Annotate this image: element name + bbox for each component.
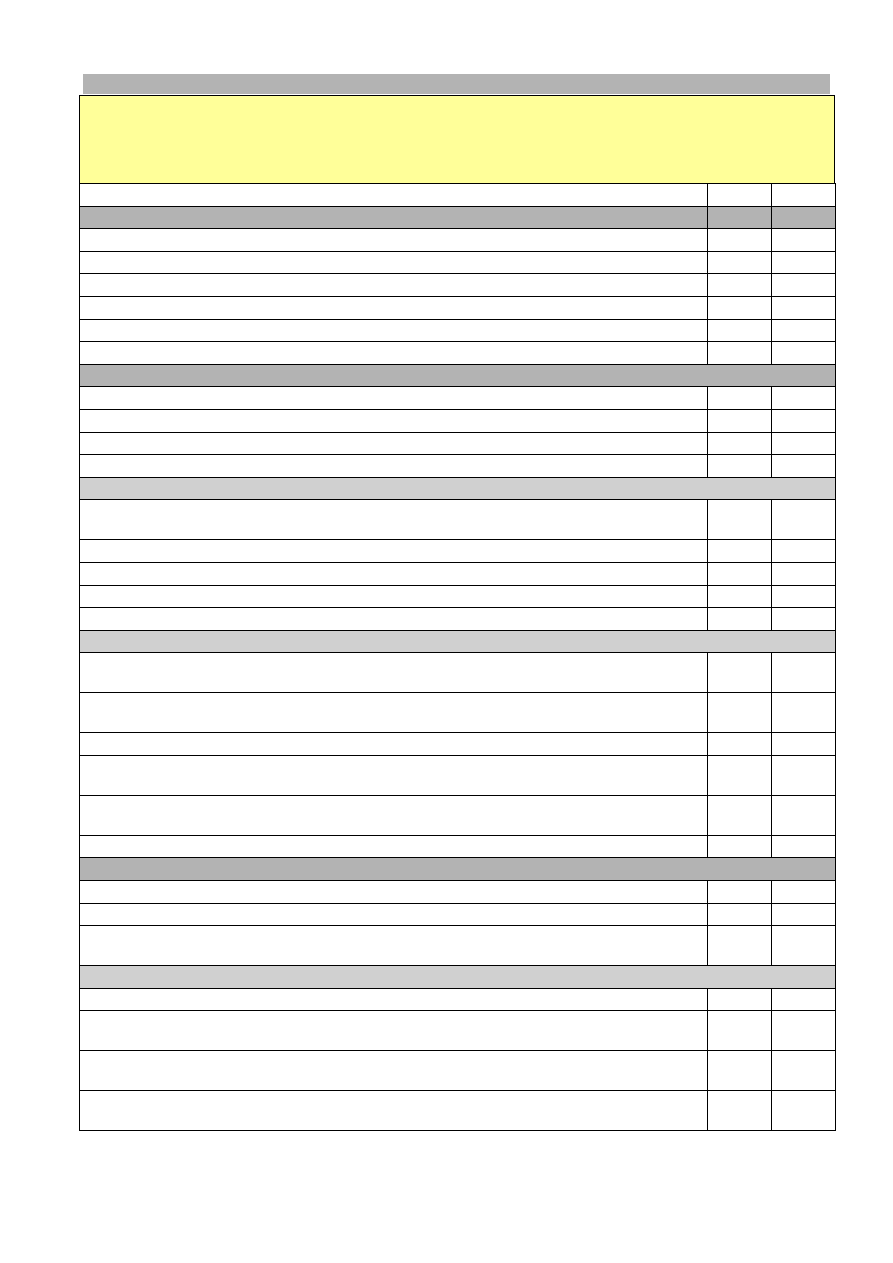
section-title-cell bbox=[80, 630, 836, 653]
answer-cell-2[interactable] bbox=[772, 653, 836, 693]
table-row bbox=[80, 903, 836, 926]
answer-cell-1[interactable] bbox=[708, 795, 772, 835]
question-cell bbox=[80, 184, 708, 207]
answer-cell-2[interactable] bbox=[772, 926, 836, 966]
answer-cell-2[interactable] bbox=[772, 1091, 836, 1131]
table-row bbox=[80, 1091, 836, 1131]
table-row bbox=[80, 988, 836, 1011]
answer-cell-1[interactable] bbox=[708, 608, 772, 631]
answer-cell-1[interactable] bbox=[708, 693, 772, 733]
answer-cell-2[interactable] bbox=[772, 755, 836, 795]
answer-cell-1[interactable] bbox=[708, 988, 772, 1011]
table-row bbox=[80, 755, 836, 795]
answer-cell-2[interactable] bbox=[772, 229, 836, 252]
section-header-row bbox=[80, 477, 836, 500]
answer-cell-1[interactable] bbox=[708, 229, 772, 252]
answer-cell-1[interactable] bbox=[708, 540, 772, 563]
question-cell bbox=[80, 432, 708, 455]
question-cell bbox=[80, 296, 708, 319]
answer-cell-1[interactable] bbox=[708, 881, 772, 904]
question-cell bbox=[80, 251, 708, 274]
section-title-cell bbox=[80, 858, 836, 881]
answer-cell-2[interactable] bbox=[772, 274, 836, 297]
answer-cell-2[interactable] bbox=[772, 585, 836, 608]
question-cell bbox=[80, 500, 708, 540]
question-cell bbox=[80, 274, 708, 297]
table-row bbox=[80, 432, 836, 455]
answer-cell-2 bbox=[772, 184, 836, 207]
question-cell bbox=[80, 608, 708, 631]
answer-cell-2[interactable] bbox=[772, 733, 836, 756]
table-row bbox=[80, 608, 836, 631]
table-row bbox=[80, 274, 836, 297]
table-row bbox=[80, 585, 836, 608]
question-cell bbox=[80, 229, 708, 252]
question-cell bbox=[80, 585, 708, 608]
question-cell bbox=[80, 1051, 708, 1091]
table-row bbox=[80, 229, 836, 252]
answer-cell-1 bbox=[708, 184, 772, 207]
answer-cell-2[interactable] bbox=[772, 608, 836, 631]
answer-cell-1[interactable] bbox=[708, 653, 772, 693]
table-row bbox=[80, 693, 836, 733]
form-table bbox=[79, 183, 836, 1131]
table-row bbox=[80, 881, 836, 904]
answer-cell-2[interactable] bbox=[772, 319, 836, 342]
answer-cell-1[interactable] bbox=[708, 1011, 772, 1051]
answer-cell-2[interactable] bbox=[772, 387, 836, 410]
question-cell bbox=[80, 926, 708, 966]
answer-cell-2 bbox=[772, 206, 836, 229]
table-row bbox=[80, 387, 836, 410]
answer-cell-2[interactable] bbox=[772, 296, 836, 319]
answer-cell-1[interactable] bbox=[708, 319, 772, 342]
table-row bbox=[80, 409, 836, 432]
answer-cell-1[interactable] bbox=[708, 342, 772, 365]
section-header-row bbox=[80, 630, 836, 653]
table-row bbox=[80, 540, 836, 563]
table-row bbox=[80, 562, 836, 585]
answer-cell-2[interactable] bbox=[772, 881, 836, 904]
table-row bbox=[80, 251, 836, 274]
section-title-cell bbox=[80, 477, 836, 500]
answer-cell-2[interactable] bbox=[772, 500, 836, 540]
section-header-row bbox=[80, 206, 836, 229]
question-cell bbox=[80, 387, 708, 410]
answer-cell-1[interactable] bbox=[708, 387, 772, 410]
question-cell bbox=[80, 693, 708, 733]
answer-cell-2[interactable] bbox=[772, 903, 836, 926]
table-row bbox=[80, 835, 836, 858]
top-title-bar bbox=[83, 74, 830, 94]
question-cell bbox=[80, 319, 708, 342]
table-row bbox=[80, 1011, 836, 1051]
question-cell bbox=[80, 903, 708, 926]
answer-cell-1 bbox=[708, 206, 772, 229]
answer-cell-2[interactable] bbox=[772, 1011, 836, 1051]
question-cell bbox=[80, 988, 708, 1011]
table-row bbox=[80, 653, 836, 693]
question-cell bbox=[80, 342, 708, 365]
answer-cell-2[interactable] bbox=[772, 795, 836, 835]
answer-cell-2[interactable] bbox=[772, 1051, 836, 1091]
table-row bbox=[80, 795, 836, 835]
instruction-banner bbox=[79, 95, 835, 184]
section-header-row bbox=[80, 858, 836, 881]
question-cell bbox=[80, 409, 708, 432]
section-title-cell bbox=[80, 364, 836, 387]
answer-cell-1[interactable] bbox=[708, 296, 772, 319]
answer-cell-1[interactable] bbox=[708, 1051, 772, 1091]
section-title-cell bbox=[80, 966, 836, 989]
answer-cell-2[interactable] bbox=[772, 562, 836, 585]
answer-cell-2[interactable] bbox=[772, 693, 836, 733]
section-header-row bbox=[80, 364, 836, 387]
table-row bbox=[80, 500, 836, 540]
question-cell bbox=[80, 1011, 708, 1051]
table-row bbox=[80, 1051, 836, 1091]
table-row bbox=[80, 342, 836, 365]
question-cell bbox=[80, 733, 708, 756]
answer-cell-1[interactable] bbox=[708, 585, 772, 608]
answer-cell-1[interactable] bbox=[708, 432, 772, 455]
question-cell bbox=[80, 881, 708, 904]
answer-cell-2[interactable] bbox=[772, 409, 836, 432]
answer-cell-2[interactable] bbox=[772, 251, 836, 274]
question-cell bbox=[80, 455, 708, 478]
column-header-row bbox=[80, 184, 836, 207]
answer-cell-1[interactable] bbox=[708, 835, 772, 858]
table-row bbox=[80, 319, 836, 342]
question-cell bbox=[80, 755, 708, 795]
answer-cell-1[interactable] bbox=[708, 903, 772, 926]
answer-cell-1[interactable] bbox=[708, 455, 772, 478]
table-row bbox=[80, 296, 836, 319]
answer-cell-2[interactable] bbox=[772, 540, 836, 563]
answer-cell-2[interactable] bbox=[772, 432, 836, 455]
question-cell bbox=[80, 1091, 708, 1131]
question-cell bbox=[80, 206, 708, 229]
question-cell bbox=[80, 540, 708, 563]
answer-cell-1[interactable] bbox=[708, 1091, 772, 1131]
answer-cell-2[interactable] bbox=[772, 988, 836, 1011]
question-cell bbox=[80, 562, 708, 585]
table-row bbox=[80, 455, 836, 478]
answer-cell-2[interactable] bbox=[772, 455, 836, 478]
answer-cell-2[interactable] bbox=[772, 835, 836, 858]
answer-cell-1[interactable] bbox=[708, 562, 772, 585]
answer-cell-1[interactable] bbox=[708, 926, 772, 966]
question-cell bbox=[80, 653, 708, 693]
answer-cell-1[interactable] bbox=[708, 274, 772, 297]
question-cell bbox=[80, 835, 708, 858]
answer-cell-1[interactable] bbox=[708, 251, 772, 274]
table-row bbox=[80, 926, 836, 966]
answer-cell-1[interactable] bbox=[708, 733, 772, 756]
section-header-row bbox=[80, 966, 836, 989]
answer-cell-1[interactable] bbox=[708, 500, 772, 540]
question-cell bbox=[80, 795, 708, 835]
answer-cell-1[interactable] bbox=[708, 409, 772, 432]
answer-cell-1[interactable] bbox=[708, 755, 772, 795]
table-row bbox=[80, 733, 836, 756]
answer-cell-2[interactable] bbox=[772, 342, 836, 365]
